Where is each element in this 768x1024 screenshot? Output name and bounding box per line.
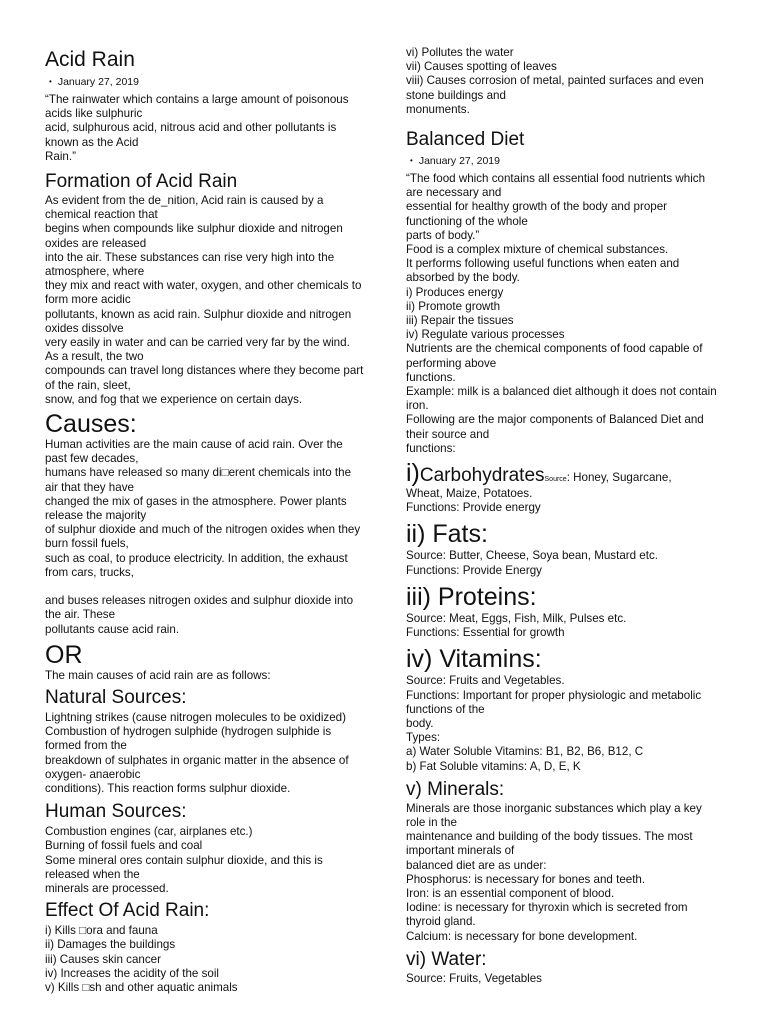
- carb-source: : Honey, Sugarcane,: [566, 471, 672, 485]
- fats-heading: ii) Fats:: [406, 520, 488, 549]
- causes-text-1: Human activities are the main cause of acid rain. Over the past few decades, humans have released so many di□erent chemicals into the air that they have changed the mix of gases in the atmosphere. Power plants release the majority of sulphur dioxide and much of the nitrogen oxides when they burn fossil fuels, such as coal, to produce electricity. In addition, the exhaust from cars, trucks,: [45, 438, 361, 579]
- acid-rain-definition: “The rainwater which contains a large amount of poisonous acids like sulphuric acid, sulphurous acid, nitrous acid and other pollutants is known as the Acid Rain.”: [45, 93, 349, 163]
- proteins-text: Source: Meat, Eggs, Fish, Milk, Pulses etc. Functions: Essential for growth: [406, 611, 627, 640]
- or-heading: OR: [45, 640, 83, 669]
- acid-rain-date: [45, 75, 365, 89]
- effects-continued: vi) Pollutes the water vii) Causes spotting of leaves viii) Causes corrosion of metal, painted surfaces and even stone buildings and monuments.: [406, 46, 704, 116]
- carb-roman: i): [406, 459, 420, 488]
- causes-heading: Causes:: [45, 410, 137, 439]
- balanced-diet-definition: “The food which contains all essential food nutrients which are necessary and essential for healthy growth of the body and proper functioning of the whole parts of body.”: [406, 172, 706, 242]
- balanced-diet-date-text: January 27, 2019: [418, 155, 500, 168]
- carbohydrates-text: Wheat, Maize, Potatoes. Functions: Provide energy: [406, 487, 541, 515]
- proteins-heading: iii) Proteins:: [406, 582, 537, 611]
- carb-source-label: Source: [544, 476, 567, 484]
- fats-text: Source: Butter, Cheese, Soya bean, Mustard etc. Functions: Provide Energy: [406, 549, 658, 577]
- carbohydrates-heading: [406, 460, 724, 487]
- causes-text-2: and buses releases nitrogen oxides and sulphur dioxide into the air. These pollutants cause acid rain.: [45, 594, 354, 636]
- vitamins-text: Source: Fruits and Vegetables. Functions: Important for proper physiologic and metabolic functions of the body. Types: a) Water Soluble Vitamins: B1, B2, B6, B12, C b) Fat Soluble vitamins: A, D, E, K: [406, 674, 702, 773]
- balanced-diet-intro: Food is a complex mixture of chemical substances. It performs following useful functions when eaten and absorbed by the body. i) Produces energy ii) Promote growth iii) Repair the tissues iv) Regulate various processes Nutrients are the chemical components of food capable of performing above functions. Example: milk is a balanced diet although it does not contain iron. Following are the major components of Balanced Diet and their source and functions:: [406, 243, 717, 455]
- balanced-diet-title: Balanced Diet: [406, 129, 525, 151]
- acid-rain-date-text: January 27, 2019: [57, 76, 139, 88]
- bullet-icon: •: [410, 156, 413, 166]
- natural-sources-heading: Natural Sources:: [45, 686, 187, 708]
- vitamins-heading: iv) Vitamins:: [406, 645, 542, 674]
- human-sources-heading: Human Sources:: [45, 801, 187, 823]
- effect-list: i) Kills □ora and fauna ii) Damages the buildings iii) Causes skin cancer iv) Increases the acidity of the soil v) Kills □sh and other aquatic animals: [45, 924, 238, 994]
- right-column: [406, 0, 724, 986]
- natural-sources-text: Lightning strikes (cause nitrogen molecules to be oxidized) Combustion of hydrogen sulphide (hydrogen sulphide is formed from the breakdown of sulphates in organic matter in the absence of oxygen- anaerobic conditions). This reaction forms sulphur dioxide.: [45, 710, 349, 795]
- water-text: Source: Fruits, Vegetables: [406, 971, 542, 985]
- minerals-heading: v) Minerals:: [406, 778, 505, 800]
- or-text: The main causes of acid rain are as follows:: [45, 668, 271, 682]
- left-column: [45, 0, 365, 995]
- balanced-diet-date: [406, 154, 724, 168]
- effect-heading: Effect Of Acid Rain:: [45, 900, 210, 922]
- formation-text: As evident from the de_nition, Acid rain is caused by a chemical reaction that begins when compounds like sulphur dioxide and nitrogen oxides are released into the air. These substances can rise very high into the atmosphere, where they mix and react with water, oxygen, and other chemicals to form more acidic pollutants, known as acid rain. Sulphur dioxide and nitrogen oxides dissolve very easily in water and can be carried very far by the wind. As a result, the two compounds can travel long distances where they become part of the rain, sleet, snow, and fog that we experience on certain days.: [45, 194, 364, 406]
- minerals-text: Minerals are those inorganic substances which play a key role in the maintenance and building of the body tissues. The most important minerals of balanced diet are as under: Phosphorus: is necessary for bones and teeth. Iron: is an essential component of blood. Iodine: is necessary for thyroxin which is secreted from thyroid gland. Calcium: is necessary for bone development.: [406, 801, 702, 943]
- water-heading: vi) Water:: [406, 948, 487, 970]
- carb-heading-text: Carbohydrates: [419, 465, 545, 487]
- acid-rain-title: Acid Rain: [45, 48, 135, 71]
- bullet-icon: •: [49, 77, 52, 86]
- human-sources-text: Combustion engines (car, airplanes etc.) Burning of fossil fuels and coal Some mineral ores contain sulphur dioxide, and this is released when the minerals are processed.: [45, 825, 323, 895]
- formation-heading: Formation of Acid Rain: [45, 171, 238, 193]
